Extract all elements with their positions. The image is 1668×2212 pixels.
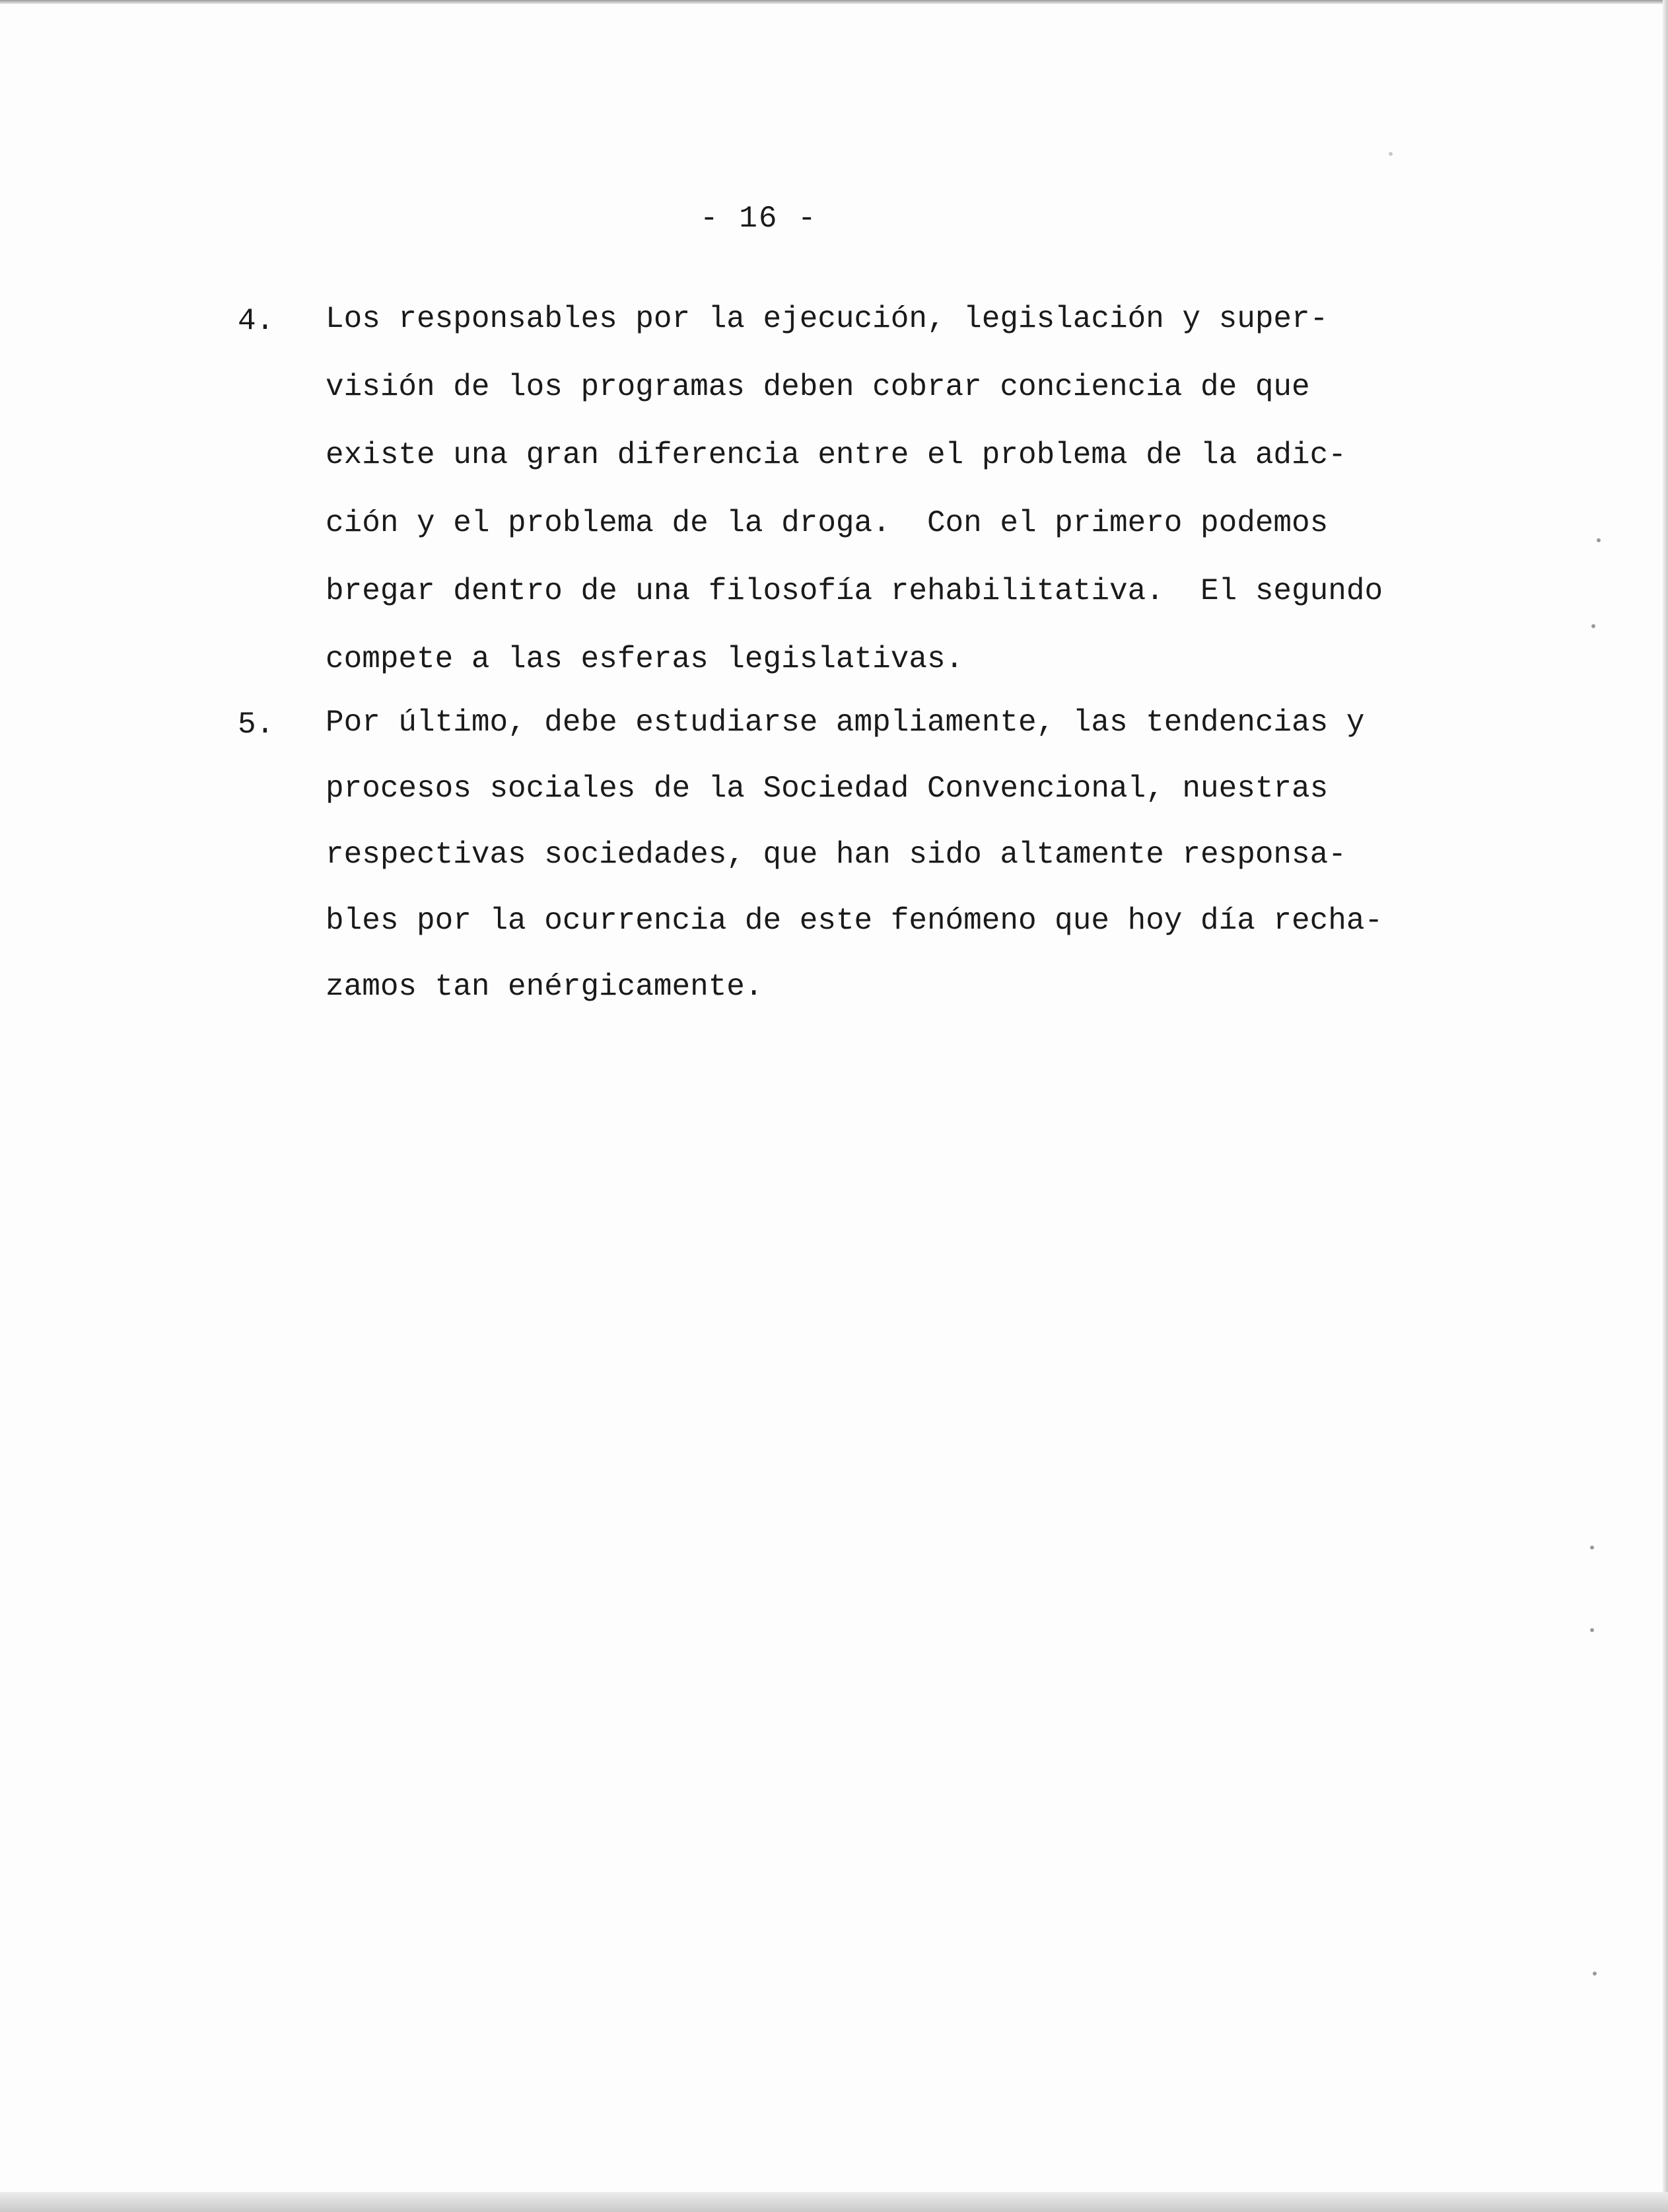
item-line: procesos sociales de la Sociedad Convencional, nuestras <box>326 771 1329 806</box>
scan-speck <box>1590 1546 1594 1550</box>
scan-speck <box>1389 152 1393 156</box>
scan-speck <box>1591 624 1595 628</box>
item-line: zamos tan enérgicamente. <box>326 970 763 1004</box>
item-line: compete a las esferas legislativas. <box>326 642 964 676</box>
item-line: bles por la ocurrencia de este fenómeno que hoy día recha- <box>326 904 1383 938</box>
item-line: bregar dentro de una filosofía rehabilitativa. El segundo <box>326 574 1383 608</box>
scan-speck <box>1597 538 1601 542</box>
item-line: ción y el problema de la droga. Con el primero podemos <box>326 506 1329 540</box>
scan-right-edge <box>1663 0 1668 2212</box>
item-line: Por último, debe estudiarse ampliamente, las tendencias y <box>326 705 1365 740</box>
item-line: existe una gran diferencia entre el problema de la adic- <box>326 438 1346 472</box>
scan-bottom-edge <box>0 2192 1668 2212</box>
item-number: 5. <box>238 707 275 742</box>
item-line: respectivas sociedades, que han sido altamente responsa- <box>326 838 1346 872</box>
item-line: Los responsables por la ejecución, legislación y super- <box>326 302 1329 336</box>
scan-speck <box>1590 1628 1594 1632</box>
scan-speck <box>1593 1972 1597 1976</box>
page-number: - 16 - <box>700 201 817 236</box>
item-line: visión de los programas deben cobrar conciencia de que <box>326 370 1310 404</box>
scan-top-edge <box>0 0 1668 4</box>
item-number: 4. <box>238 304 275 338</box>
